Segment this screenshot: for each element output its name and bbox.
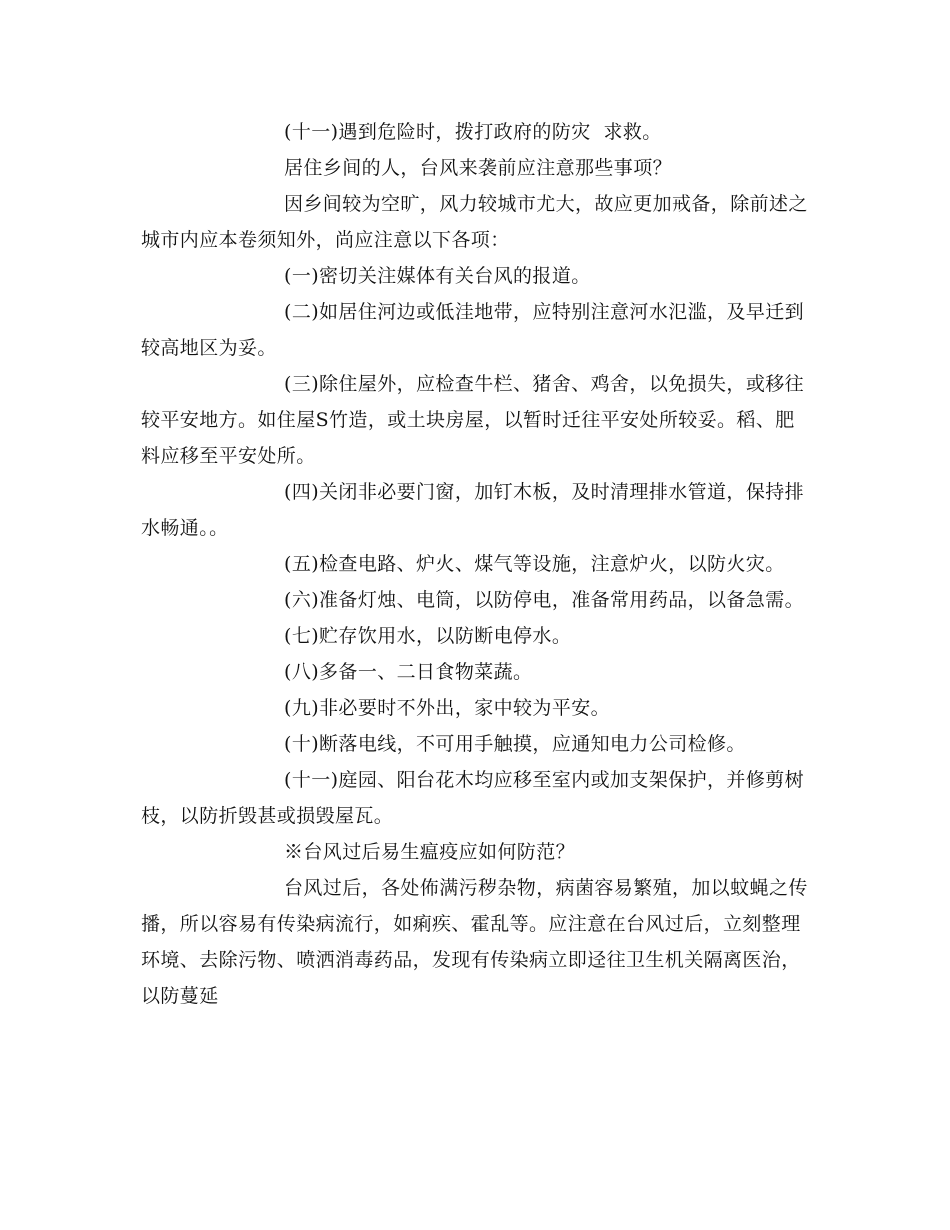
list-item-4: (四)关闭非必要门窗，加钉木板，及时清理排水管道，保持排水畅通。。 bbox=[141, 481, 805, 539]
list-item-1: (一)密切关注媒体有关台风的报道。 bbox=[284, 265, 591, 287]
paragraph-epidemic: 台风过后，各处佈满污秽杂物，病菌容易繁殖，加以蚊蝇之传播，所以容易有传染病流行，如痢疾、霍乱等。应注意在台风过后，立刻整理环境、去除污物、喷洒消毒药品，发现有传染病立即迳往卫生机关隔离医治，以防蔓延 bbox=[141, 877, 808, 1007]
list-item-2: (二)如居住河边或低洼地带，应特别注意河水氾滥，及早迁到较高地区为妥。 bbox=[141, 301, 805, 359]
list-item-11: (十一)庭园、阳台花木均应移至室内或加支架保护，并修剪树枝，以防折毁甚或损毁屋瓦。 bbox=[141, 769, 805, 827]
list-item-10: (十)断落电线，不可用手触摸，应通知电力公司检修。 bbox=[284, 733, 746, 755]
list-item-9: (九)非必要时不外出，家中较为平安。 bbox=[284, 697, 611, 719]
list-item-5: (五)检查电路、炉火、煤气等设施，注意炉火，以防火灾。 bbox=[284, 553, 785, 575]
paragraph-rural-intro: 因乡间较为空旷，风力较城市尤大，故应更加戒备，除前述之城市内应本卷须知外，尚应注意以下各项： bbox=[141, 193, 808, 251]
paragraph-emergency-call: (十一)遇到危险时，拨打政府的防灾 求救。 bbox=[284, 121, 662, 143]
list-item-6: (六)准备灯烛、电筒，以防停电，准备常用药品，以备急需。 bbox=[284, 589, 805, 611]
list-item-3: (三)除住屋外，应检查牛栏、猪舍、鸡舍，以免损失，或移往较平安地方。如住屋S竹造，或土块房屋，以暂时迁往平安处所较妥。稻、肥料应移至平安处所。 bbox=[141, 373, 805, 467]
section-heading-epidemic: ※台风过后易生瘟疫应如何防范？ bbox=[284, 841, 576, 863]
document-body bbox=[141, 114, 809, 1014]
paragraph-rural-question: 居住乡间的人，台风来袭前应注意那些事项？ bbox=[284, 157, 673, 179]
list-item-8: (八)多备一、二日食物菜蔬。 bbox=[284, 661, 533, 683]
list-item-7: (七)贮存饮用水，以防断电停水。 bbox=[284, 625, 572, 647]
